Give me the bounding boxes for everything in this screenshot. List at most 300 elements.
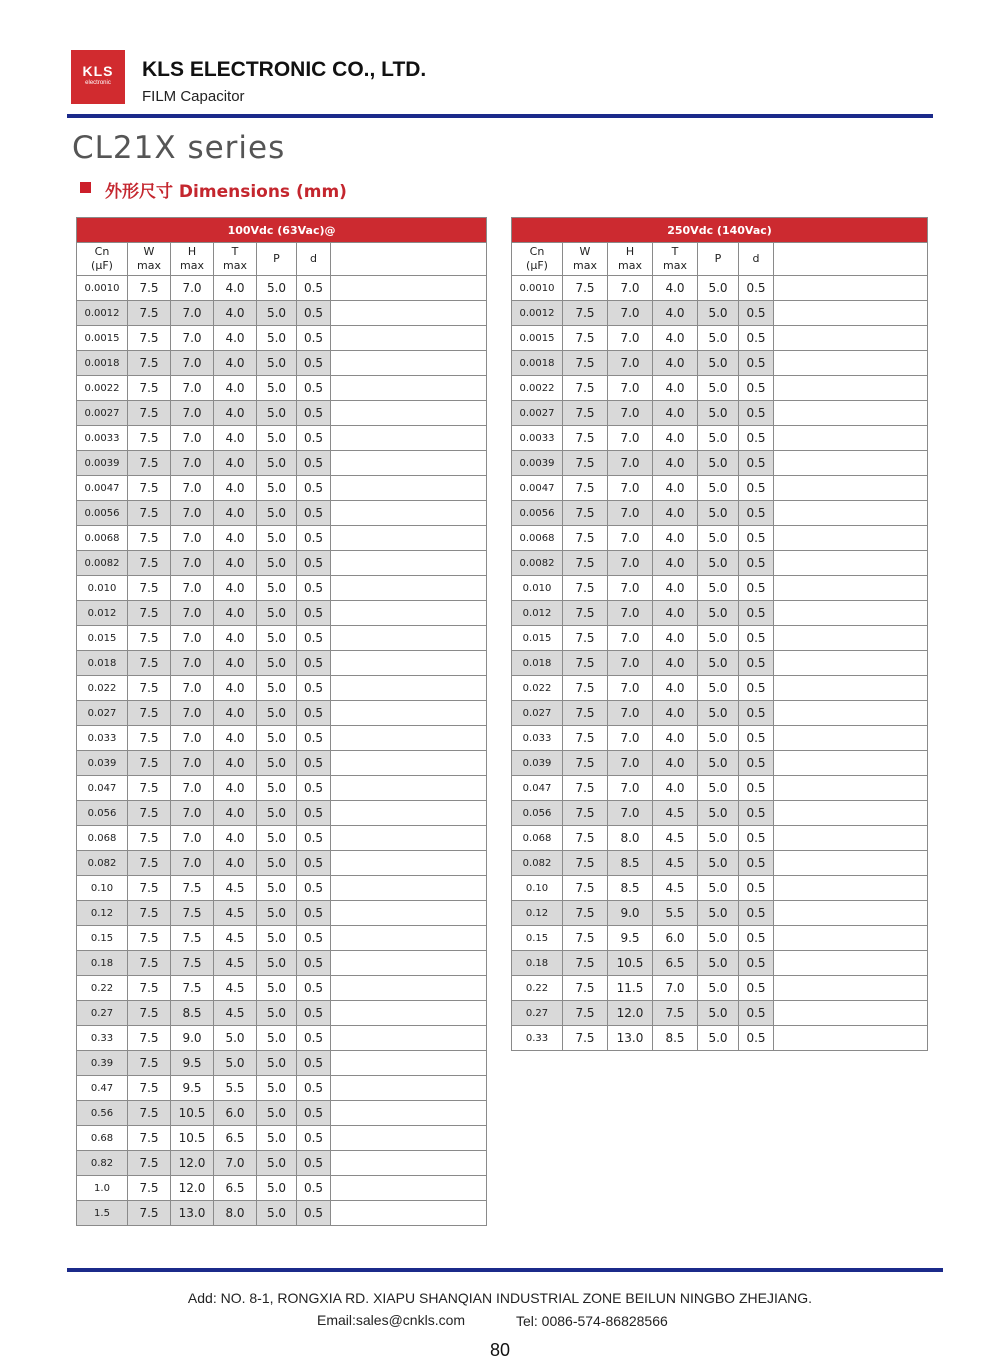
dimension-cell: 5.0 (698, 601, 739, 626)
dimension-cell: 7.0 (608, 301, 653, 326)
capacitance-cell: 1.5 (77, 1201, 128, 1226)
blank-cell (331, 626, 487, 651)
capacitance-cell: 0.022 (77, 676, 128, 701)
company-phone: Tel: 0086-574-86828566 (516, 1313, 668, 1329)
dimension-table-100vdc (76, 217, 487, 1226)
dimension-cell: 7.0 (171, 801, 214, 826)
blank-cell (331, 1026, 487, 1051)
dimension-cell: 7.0 (608, 401, 653, 426)
dimension-cell: 5.0 (698, 826, 739, 851)
dimension-cell: 5.0 (257, 901, 297, 926)
blank-cell (331, 526, 487, 551)
dimension-cell: 0.5 (297, 1101, 331, 1126)
blank-cell (331, 651, 487, 676)
blank-cell (774, 751, 928, 776)
table-row (77, 1026, 487, 1051)
dimension-cell: 4.0 (214, 451, 257, 476)
table-row (512, 326, 928, 351)
column-header-unit: max (663, 259, 687, 272)
dimension-cell: 0.5 (739, 751, 774, 776)
blank-cell (774, 243, 928, 276)
capacitance-cell: 0.18 (512, 951, 563, 976)
dimension-cell: 0.5 (297, 351, 331, 376)
blank-cell (774, 451, 928, 476)
capacitance-cell: 0.27 (77, 1001, 128, 1026)
table-row (77, 301, 487, 326)
table-row (512, 276, 928, 301)
table-row (77, 551, 487, 576)
dimension-cell: 4.0 (653, 476, 698, 501)
table-row (77, 626, 487, 651)
dimension-cell: 8.5 (608, 876, 653, 901)
dimension-cell: 7.5 (128, 801, 171, 826)
dimension-cell: 7.5 (128, 376, 171, 401)
dimension-cell: 5.0 (698, 801, 739, 826)
blank-cell (774, 726, 928, 751)
dimension-cell: 4.0 (214, 576, 257, 601)
dimension-cell: 7.5 (128, 701, 171, 726)
dimension-cell: 9.0 (608, 901, 653, 926)
dimension-cell: 9.5 (171, 1076, 214, 1101)
dimension-cell: 0.5 (739, 901, 774, 926)
table-row (512, 901, 928, 926)
dimension-cell: 4.0 (214, 501, 257, 526)
dimension-cell: 0.5 (297, 1151, 331, 1176)
dimension-cell: 7.0 (171, 351, 214, 376)
dimension-cell: 0.5 (297, 751, 331, 776)
dimension-cell: 7.0 (214, 1151, 257, 1176)
dimension-cell: 7.0 (608, 626, 653, 651)
dimension-cell: 7.0 (608, 676, 653, 701)
dimension-cell: 0.5 (739, 1026, 774, 1051)
blank-cell (774, 951, 928, 976)
dimension-cell: 4.0 (214, 301, 257, 326)
dimension-cell: 5.0 (698, 901, 739, 926)
blank-cell (331, 426, 487, 451)
blank-cell (331, 876, 487, 901)
dimension-cell: 5.0 (257, 601, 297, 626)
dimension-cell: 5.0 (257, 351, 297, 376)
column-header-unit: max (223, 259, 247, 272)
dimension-cell: 7.0 (608, 801, 653, 826)
dimension-cell: 7.0 (608, 451, 653, 476)
table-row (512, 501, 928, 526)
capacitance-cell: 0.012 (512, 601, 563, 626)
dimension-cell: 13.0 (171, 1201, 214, 1226)
capacitance-cell: 0.15 (77, 926, 128, 951)
capacitance-cell: 0.012 (77, 601, 128, 626)
blank-cell (331, 676, 487, 701)
dimension-cell: 7.5 (128, 526, 171, 551)
blank-cell (774, 376, 928, 401)
dimension-cell: 4.5 (653, 801, 698, 826)
table-row (512, 851, 928, 876)
dimension-cell: 7.5 (128, 501, 171, 526)
dimension-cell: 7.0 (653, 976, 698, 1001)
company-address: Add: NO. 8-1, RONGXIA RD. XIAPU SHANQIAN INDUSTRIAL ZONE BEILUN NINGBO ZHEJIANG. (187, 1290, 813, 1306)
dimension-cell: 0.5 (297, 876, 331, 901)
capacitance-cell: 0.0027 (77, 401, 128, 426)
capacitance-cell: 0.0056 (512, 501, 563, 526)
dimension-cell: 5.0 (214, 1051, 257, 1076)
blank-cell (331, 1151, 487, 1176)
blank-cell (774, 601, 928, 626)
capacitance-cell: 0.22 (77, 976, 128, 1001)
dimension-cell: 7.5 (563, 351, 608, 376)
dimension-cell: 6.5 (214, 1126, 257, 1151)
capacitance-cell: 0.47 (77, 1076, 128, 1101)
footer-divider (67, 1268, 943, 1272)
dimension-cell: 5.0 (698, 701, 739, 726)
dimension-cell: 0.5 (739, 976, 774, 1001)
dimension-cell: 7.5 (128, 1076, 171, 1101)
dimension-cell: 0.5 (297, 451, 331, 476)
dimension-cell: 0.5 (297, 651, 331, 676)
table-row (512, 301, 928, 326)
column-header-label: P (273, 252, 280, 265)
dimension-cell: 0.5 (739, 551, 774, 576)
dimension-cell: 7.5 (563, 926, 608, 951)
blank-cell (774, 426, 928, 451)
capacitance-cell: 0.015 (77, 626, 128, 651)
blank-cell (774, 676, 928, 701)
dimension-cell: 0.5 (297, 576, 331, 601)
table-row (77, 726, 487, 751)
dimension-cell: 5.0 (257, 576, 297, 601)
dimension-cell: 4.0 (653, 651, 698, 676)
capacitance-cell: 0.0012 (512, 301, 563, 326)
column-header-unit: (μF) (91, 259, 113, 272)
dimension-cell: 4.0 (214, 326, 257, 351)
dimension-cell: 7.0 (171, 651, 214, 676)
dimension-cell: 5.0 (257, 876, 297, 901)
dimension-cell: 0.5 (739, 951, 774, 976)
blank-cell (774, 501, 928, 526)
table-row (512, 601, 928, 626)
dimension-cell: 4.0 (214, 851, 257, 876)
capacitance-cell: 0.039 (77, 751, 128, 776)
dimension-cell: 10.5 (608, 951, 653, 976)
capacitance-cell: 0.0018 (512, 351, 563, 376)
dimension-cell: 7.0 (608, 426, 653, 451)
dimension-cell: 5.0 (698, 576, 739, 601)
blank-cell (774, 401, 928, 426)
dimension-cell: 4.0 (653, 451, 698, 476)
dimension-cell: 7.5 (563, 401, 608, 426)
table-row (512, 1026, 928, 1051)
dimension-cell: 0.5 (739, 701, 774, 726)
dimension-cell: 5.0 (257, 426, 297, 451)
capacitance-cell: 0.047 (512, 776, 563, 801)
dimension-cell: 5.0 (698, 676, 739, 701)
table-row (512, 776, 928, 801)
dimension-cell: 7.5 (128, 976, 171, 1001)
table-row (512, 751, 928, 776)
dimension-cell: 7.5 (171, 926, 214, 951)
blank-cell (331, 901, 487, 926)
dimension-cell: 5.0 (698, 301, 739, 326)
dimension-cell: 5.0 (214, 1026, 257, 1051)
dimension-cell: 10.5 (171, 1101, 214, 1126)
dimension-cell: 7.0 (608, 526, 653, 551)
dimension-cell: 4.0 (214, 601, 257, 626)
column-header-unit: max (137, 259, 161, 272)
capacitance-cell: 0.0015 (512, 326, 563, 351)
dimension-cell: 0.5 (297, 551, 331, 576)
table-row (512, 451, 928, 476)
blank-cell (331, 576, 487, 601)
dimension-cell: 7.0 (171, 526, 214, 551)
dimension-cell: 0.5 (739, 926, 774, 951)
capacitance-cell: 0.82 (77, 1151, 128, 1176)
dimension-cell: 0.5 (739, 601, 774, 626)
column-header-label: W (579, 245, 591, 258)
dimension-cell: 5.0 (257, 801, 297, 826)
dimension-cell: 0.5 (739, 876, 774, 901)
dimension-cell: 4.0 (653, 551, 698, 576)
capacitance-cell: 0.0010 (512, 276, 563, 301)
table-row (77, 276, 487, 301)
dimension-cell: 0.5 (297, 976, 331, 1001)
blank-cell (331, 701, 487, 726)
dimension-cell: 13.0 (608, 1026, 653, 1051)
dimension-cell: 4.0 (653, 626, 698, 651)
dimension-cell: 0.5 (739, 576, 774, 601)
blank-cell (331, 243, 487, 276)
dimension-cell: 5.0 (698, 951, 739, 976)
dimension-cell: 7.5 (128, 326, 171, 351)
table-row (77, 701, 487, 726)
dimension-cell: 7.5 (563, 326, 608, 351)
column-header (77, 243, 128, 276)
dimension-cell: 4.5 (214, 951, 257, 976)
dimension-cell: 0.5 (739, 676, 774, 701)
dimension-cell: 5.0 (257, 1201, 297, 1226)
capacitance-cell: 0.010 (512, 576, 563, 601)
dimension-cell: 7.5 (563, 951, 608, 976)
dimension-cell: 7.0 (171, 576, 214, 601)
dimension-cell: 7.0 (171, 726, 214, 751)
dimension-cell: 7.5 (128, 1201, 171, 1226)
capacitance-cell: 0.0018 (77, 351, 128, 376)
table-row (512, 551, 928, 576)
dimension-cell: 5.0 (698, 551, 739, 576)
dimension-cell: 6.5 (214, 1176, 257, 1201)
dimension-cell: 0.5 (739, 626, 774, 651)
blank-cell (331, 401, 487, 426)
dimension-cell: 9.0 (171, 1026, 214, 1051)
dimension-cell: 7.5 (128, 676, 171, 701)
column-header (297, 243, 331, 276)
dimension-cell: 5.0 (257, 526, 297, 551)
dimension-cell: 7.5 (128, 1026, 171, 1051)
blank-cell (331, 826, 487, 851)
dimension-cell: 5.0 (257, 751, 297, 776)
dimension-cell: 5.0 (257, 776, 297, 801)
dimension-cell: 7.0 (608, 476, 653, 501)
dimension-cell: 0.5 (739, 526, 774, 551)
table-row (77, 776, 487, 801)
dimension-cell: 7.5 (128, 651, 171, 676)
dimension-cell: 7.5 (128, 1101, 171, 1126)
capacitance-cell: 0.0047 (77, 476, 128, 501)
dimension-cell: 4.5 (214, 976, 257, 1001)
dimension-cell: 7.0 (171, 426, 214, 451)
dimension-cell: 7.5 (128, 1151, 171, 1176)
dimension-cell: 4.0 (214, 351, 257, 376)
blank-cell (331, 951, 487, 976)
table-row (77, 1101, 487, 1126)
header-divider (67, 114, 933, 118)
blank-cell (774, 576, 928, 601)
dimension-cell: 0.5 (739, 376, 774, 401)
blank-cell (774, 626, 928, 651)
dimension-cell: 10.5 (171, 1126, 214, 1151)
capacitance-cell: 0.0039 (77, 451, 128, 476)
capacitance-cell: 0.047 (77, 776, 128, 801)
table-row (77, 851, 487, 876)
dimension-cell: 12.0 (171, 1176, 214, 1201)
dimension-cell: 0.5 (739, 351, 774, 376)
column-header-label: W (143, 245, 155, 258)
dimension-cell: 7.5 (563, 1001, 608, 1026)
dimension-cell: 4.5 (653, 826, 698, 851)
capacitance-cell: 0.056 (77, 801, 128, 826)
capacitance-cell: 0.22 (512, 976, 563, 1001)
dimension-cell: 4.0 (653, 751, 698, 776)
column-header (171, 243, 214, 276)
dimension-cell: 7.5 (563, 826, 608, 851)
dimension-cell: 7.0 (608, 701, 653, 726)
table-row (77, 901, 487, 926)
table-row (512, 801, 928, 826)
dimension-cell: 0.5 (739, 451, 774, 476)
dimension-cell: 5.0 (257, 1101, 297, 1126)
table-row (77, 876, 487, 901)
dimension-cell: 0.5 (297, 676, 331, 701)
capacitance-cell: 0.56 (77, 1101, 128, 1126)
column-header (512, 243, 563, 276)
dimension-cell: 5.0 (257, 626, 297, 651)
company-name: KLS ELECTRONIC CO., LTD. (142, 58, 427, 81)
dimension-cell: 7.0 (171, 376, 214, 401)
dimension-cell: 7.5 (563, 651, 608, 676)
dimension-cell: 7.0 (171, 551, 214, 576)
dimension-cell: 8.5 (608, 851, 653, 876)
dimension-cell: 7.0 (171, 476, 214, 501)
capacitance-cell: 0.033 (77, 726, 128, 751)
dimension-cell: 7.5 (563, 551, 608, 576)
dimension-table-250vdc (511, 217, 928, 1051)
dimension-cell: 5.0 (257, 301, 297, 326)
dimension-cell: 0.5 (297, 376, 331, 401)
dimension-cell: 0.5 (297, 426, 331, 451)
capacitance-cell: 0.018 (512, 651, 563, 676)
table-row (512, 351, 928, 376)
dimension-cell: 6.5 (653, 951, 698, 976)
table-row (512, 526, 928, 551)
dimension-cell: 0.5 (739, 651, 774, 676)
company-email: Email:sales@cnkls.com (317, 1312, 466, 1328)
capacitance-cell: 0.0068 (512, 526, 563, 551)
blank-cell (774, 351, 928, 376)
column-header-label: Cn (529, 245, 545, 258)
table-row (77, 576, 487, 601)
dimension-cell: 7.0 (171, 276, 214, 301)
dimension-cell: 7.5 (563, 576, 608, 601)
dimension-cell: 4.0 (214, 551, 257, 576)
blank-cell (331, 976, 487, 1001)
dimension-cell: 5.0 (698, 926, 739, 951)
dimension-cell: 4.0 (653, 301, 698, 326)
dimension-cell: 5.0 (257, 551, 297, 576)
dimension-cell: 8.0 (608, 826, 653, 851)
dimension-cell: 0.5 (297, 1126, 331, 1151)
dimension-cell: 0.5 (297, 626, 331, 651)
square-bullet-icon (80, 182, 91, 193)
dimension-cell: 5.0 (698, 451, 739, 476)
dimension-cell: 7.5 (171, 876, 214, 901)
capacitance-cell: 0.056 (512, 801, 563, 826)
dimension-cell: 0.5 (297, 401, 331, 426)
blank-cell (774, 826, 928, 851)
dimension-cell: 4.0 (214, 276, 257, 301)
capacitance-cell: 0.12 (512, 901, 563, 926)
dimension-cell: 4.0 (653, 701, 698, 726)
dimension-cell: 7.5 (563, 376, 608, 401)
dimension-cell: 5.0 (257, 401, 297, 426)
column-header-label: H (625, 245, 635, 258)
blank-cell (331, 351, 487, 376)
blank-cell (331, 1051, 487, 1076)
dimension-cell: 7.5 (563, 276, 608, 301)
table-row (77, 601, 487, 626)
dimension-cell: 7.0 (171, 401, 214, 426)
blank-cell (331, 1076, 487, 1101)
dimension-cell: 0.5 (297, 726, 331, 751)
dimension-cell: 11.5 (608, 976, 653, 1001)
dimension-cell: 4.0 (214, 426, 257, 451)
table-row (512, 576, 928, 601)
dimension-cell: 5.0 (698, 1026, 739, 1051)
dimension-cell: 5.0 (698, 876, 739, 901)
dimension-cell: 7.5 (128, 926, 171, 951)
capacitance-cell: 0.0022 (512, 376, 563, 401)
dimension-cell: 4.0 (653, 726, 698, 751)
dimension-cell: 7.5 (563, 876, 608, 901)
dimension-cell: 7.0 (171, 826, 214, 851)
dimension-cell: 4.0 (653, 576, 698, 601)
dimension-cell: 7.5 (128, 851, 171, 876)
dimension-cell: 0.5 (297, 951, 331, 976)
blank-cell (774, 276, 928, 301)
blank-cell (331, 501, 487, 526)
blank-cell (331, 326, 487, 351)
company-logo (71, 50, 125, 104)
table-row (77, 926, 487, 951)
capacitance-cell: 0.27 (512, 1001, 563, 1026)
dimension-cell: 5.0 (698, 651, 739, 676)
column-header (563, 243, 608, 276)
dimension-cell: 7.0 (608, 576, 653, 601)
dimension-cell: 7.5 (128, 276, 171, 301)
dimension-cell: 5.0 (257, 1176, 297, 1201)
blank-cell (331, 751, 487, 776)
dimension-cell: 0.5 (297, 1076, 331, 1101)
capacitance-cell: 0.18 (77, 951, 128, 976)
dimension-cell: 5.0 (257, 1001, 297, 1026)
dimension-cell: 7.5 (128, 351, 171, 376)
